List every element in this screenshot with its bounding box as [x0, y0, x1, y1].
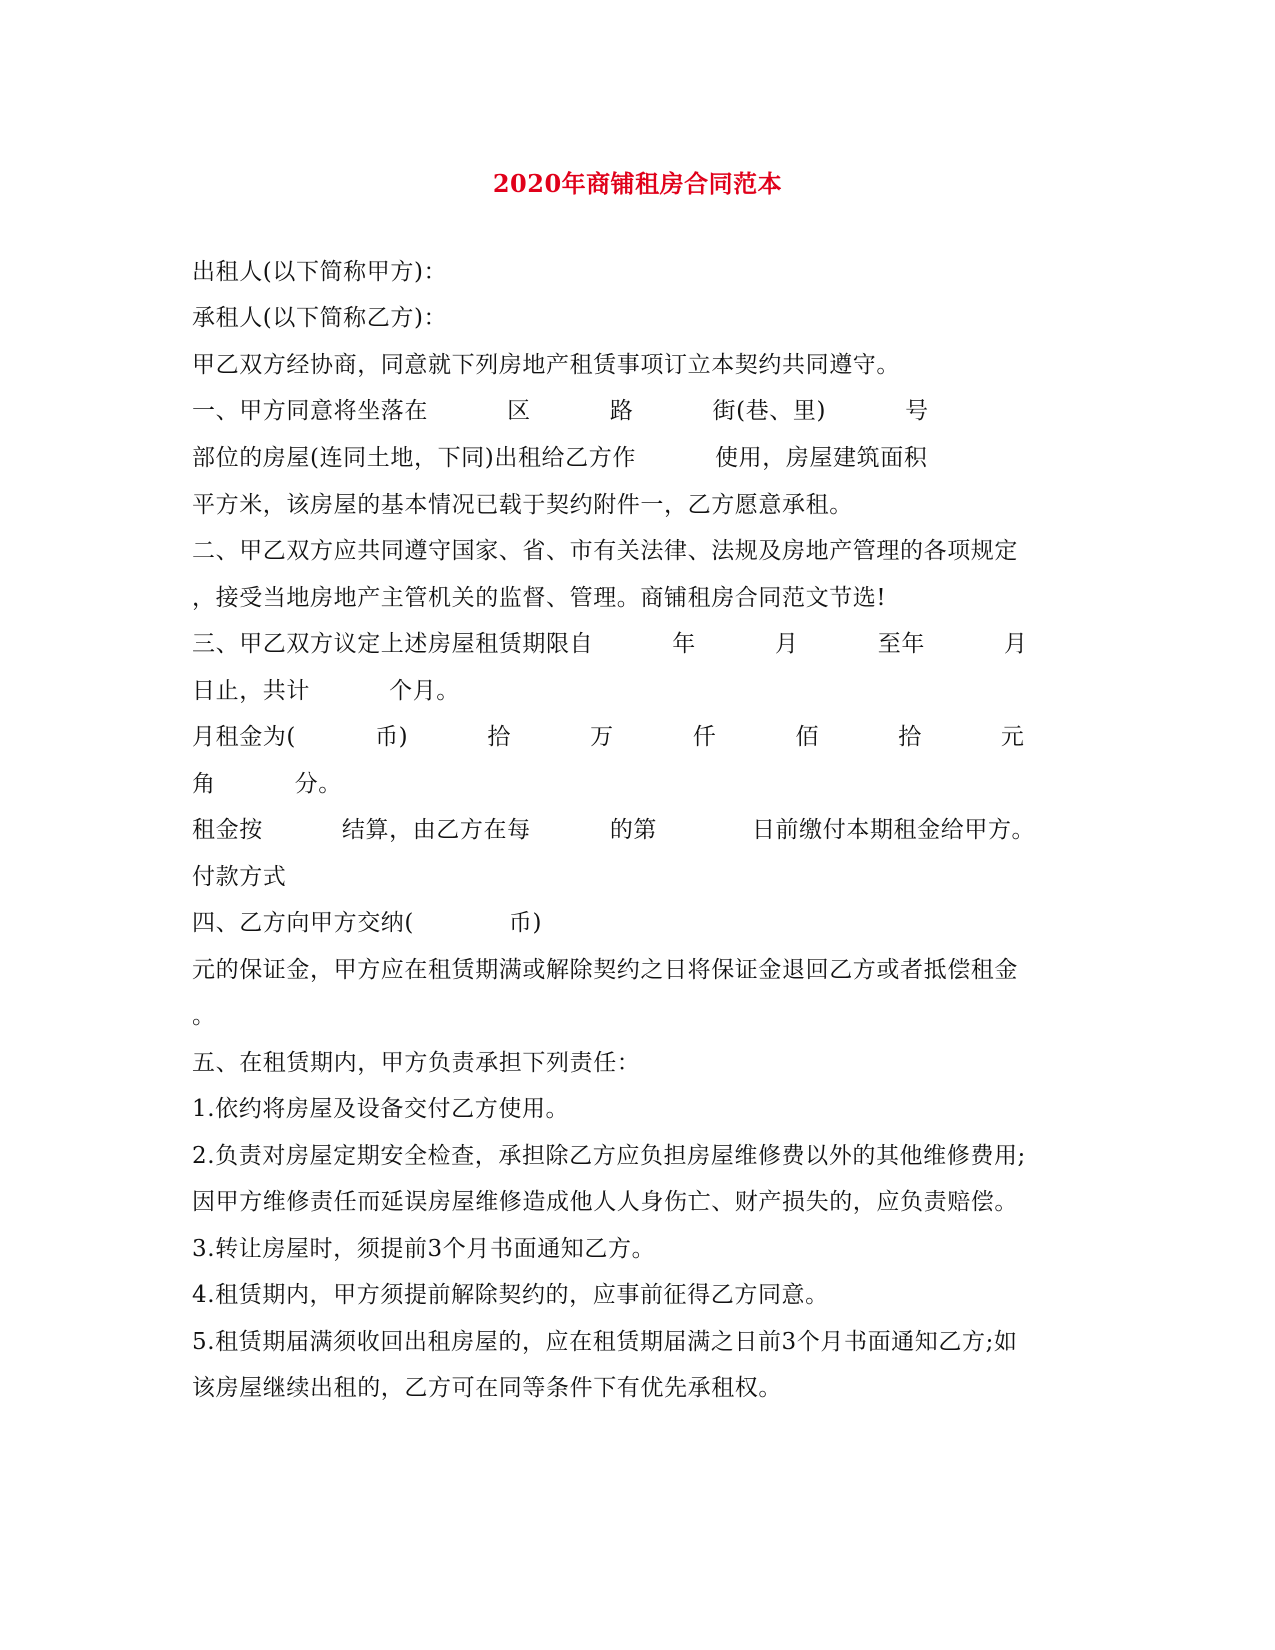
text-line: 。 [192, 1003, 216, 1029]
text-line: 一、甲方同意将坐落在 区 路 街(巷、里) 号 [192, 398, 929, 424]
text-line: 角 分。 [192, 771, 342, 797]
text-line: 五、在租赁期内，甲方负责承担下列责任： [192, 1050, 641, 1076]
text-line: 承租人(以下简称乙方)： [192, 305, 448, 331]
text-line: 出租人(以下简称甲方)： [192, 259, 448, 285]
text-line: 甲乙双方经协商，同意就下列房地产租赁事项订立本契约共同遵守。 [192, 352, 900, 378]
text-line: 四、乙方向甲方交纳( 币) [192, 910, 543, 936]
text-line: 4.租赁期内，甲方须提前解除契约的，应事前征得乙方同意。 [192, 1282, 829, 1308]
text-line: ，接受当地房地产主管机关的监督、管理。商铺租房合同范文节选! [192, 585, 887, 611]
text-line: 部位的房屋(连同土地，下同)出租给乙方作 使用，房屋建筑面积 [192, 445, 928, 471]
text-line: 该房屋继续出租的，乙方可在同等条件下有优先承租权。 [192, 1375, 782, 1401]
text-line: 租金按 结算，由乙方在每 的第 日前缴付本期租金给甲方。 [192, 817, 1036, 843]
text-line: 5.租赁期届满须收回出租房屋的，应在租赁期届满之日前3个月书面通知乙方;如 [192, 1329, 1018, 1355]
text-line: 付款方式 [192, 864, 287, 890]
text-line: 二、甲乙双方应共同遵守国家、省、市有关法律、法规及房地产管理的各项规定 [192, 538, 1018, 564]
text-line: 日止，共计 个月。 [192, 678, 460, 704]
text-line: 1.依约将房屋及设备交付乙方使用。 [192, 1096, 570, 1122]
text-line: 因甲方维修责任而延误房屋维修造成他人人身伤亡、财产损失的，应负责赔偿。 [192, 1189, 1018, 1215]
text-line: 2.负责对房屋定期安全检查，承担除乙方应负担房屋维修费以外的其他维修费用; [192, 1143, 1026, 1169]
text-line: 元的保证金，甲方应在租赁期满或解除契约之日将保证金退回乙方或者抵偿租金 [192, 957, 1018, 983]
text-line: 3.转让房屋时，须提前3个月书面通知乙方。 [192, 1236, 656, 1262]
text-line: 月租金为( 币) 拾 万 仟 佰 拾 元 [192, 724, 1025, 750]
document-title: 2020年商铺租房合同范本 [492, 169, 783, 198]
text-line: 平方米，该房屋的基本情况已载于契约附件一，乙方愿意承租。 [192, 492, 853, 518]
text-line: 三、甲乙双方议定上述房屋租赁期限自 年 月 至年 月 [192, 631, 1028, 657]
